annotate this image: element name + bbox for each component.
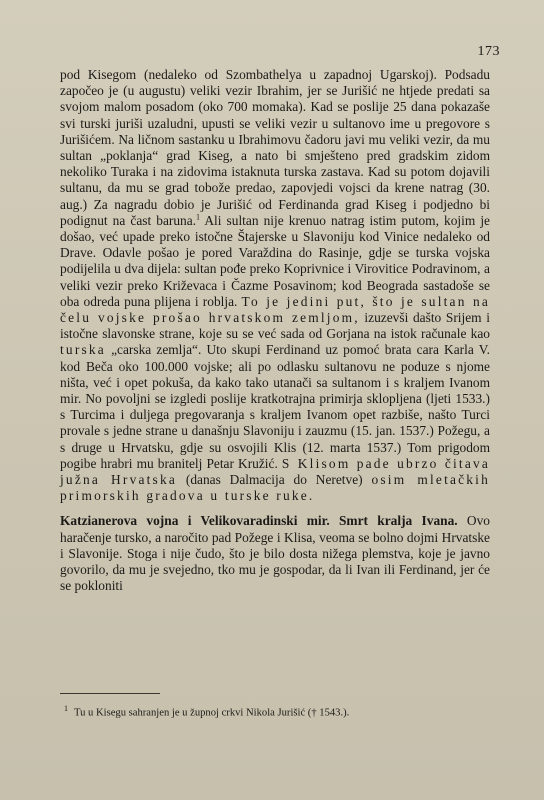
emphasized-text: osim mletačkih primorskih gradova u turske ruke. (60, 472, 490, 504)
section-text: Ovo haračenje tursko, a naročito pad Požege i Klisa, veoma se bolno dojmi Hrvatske i Slavonije. Stoga i nije čudo, što je bilo dosta nižega plemstva, koje je javno govorilo, da mu je svejedno, tko mu je gospodar, da li Ivan ili Ferdinand, jer će se pokloniti (60, 513, 490, 594)
paragraph (60, 67, 490, 504)
text-run: (danas Dalmacija do Neretve) (177, 472, 372, 488)
footnote-reference: 1 (196, 212, 201, 222)
section-paragraph (60, 513, 490, 594)
text-run: izuzevši dašto Srijem i istočne slavonske strane, koje su se već sada od Gorjana na istok računale kao (60, 310, 490, 342)
footnote-mark: 1 (64, 704, 68, 713)
section-title: Katzianerova vojna i Velikovaradinski mir. Smrt kralja Ivana. (60, 513, 458, 529)
body-text (60, 67, 490, 595)
emphasized-text: To je jedini put, što je sultan na čelu vojske prošao hrvatskom zemljom, (60, 293, 490, 326)
emphasized-text: S Klisom pade ubrzo čitava južna Hrvatska (60, 455, 490, 488)
footnote-divider (60, 693, 160, 694)
page-number: 173 (477, 44, 500, 59)
text-run: Ali sultan nije krenuo natrag istim putom, kojim je došao, već upade preko istočne Štajerske u Slavoniju kod Vinice nedaleko od Drave. Odavle pošao je pored Varaždina do Rasinje, gdje se turska vojska podijelila u dva dijela: sultan pođe preko Koprivnice i Virovitice Podravinom, a veliki vezir preko Križevaca i Čazme Posavinom; kod Beograda sastadoše se oba odreda puna plijena i roblja. (60, 212, 490, 309)
emphasized-text: turska (60, 342, 106, 358)
text-run: pod Kisegom (nedaleko od Szombathelya u zapadnoj Ugarskoj). Podsadu započeo je (u augustu) veliki vezir Ibrahim, jer se Jurišić ne htjede predati sa svojom malom posadom (oko 700 momaka). Kad se poslije 25 dana pokazaše svi turski juriši uzaludni, upusti se veliki vezir u sultanovo ime u pregovore s Jurišićem. Na ličnom sastanku u Ibrahimovu čadoru javi mu veliki vezir, da mu sultan „poklanja“ grad Kiseg, a nato bi smješteno pred gradskim zidom nekoliko Turaka i na zidovima istaknuta turska zastava. Kad su potom dojavili sultanu, da mu se grad tobože predao, zapovjedi vojsci da krene natrag (30. aug.) Za nagradu dobio je Jurišić od Ferdinanda grad Kiseg i podjedno bi podignut na čast baruna. (60, 67, 490, 228)
footnote (64, 702, 484, 720)
text-run: „carska zemlja“. Uto skupi Ferdinand uz pomoć brata cara Karla V. kod Beča oko 100.000 vojske; ali po odlasku sultanovu ne poduze s njome ništa, već i opet pokuša, da kako tako utanači sa sultanom i s kraljem Ivanom mir. No povoljni se izgledi poslije kratkotrajna primirja sklopljena (ljeti 1533.) s Turcima i duljega pregovaranja s kraljem Ivanom opet razbiše, našto Turci provale s jedne strane u današnju Slavoniju i zauzmu (15. jan. 1537.) Požegu, a s druge u Hrvatsku, gdje su osvojili Klis (12. marta 1537.) Tom prigodom pogibe hrabri mu branitelj Petar Kružić. (60, 342, 490, 471)
footnote-text: Tu u Kisegu sahranjen je u župnoj crkvi Nikola Jurišić († 1543.). (74, 707, 350, 719)
